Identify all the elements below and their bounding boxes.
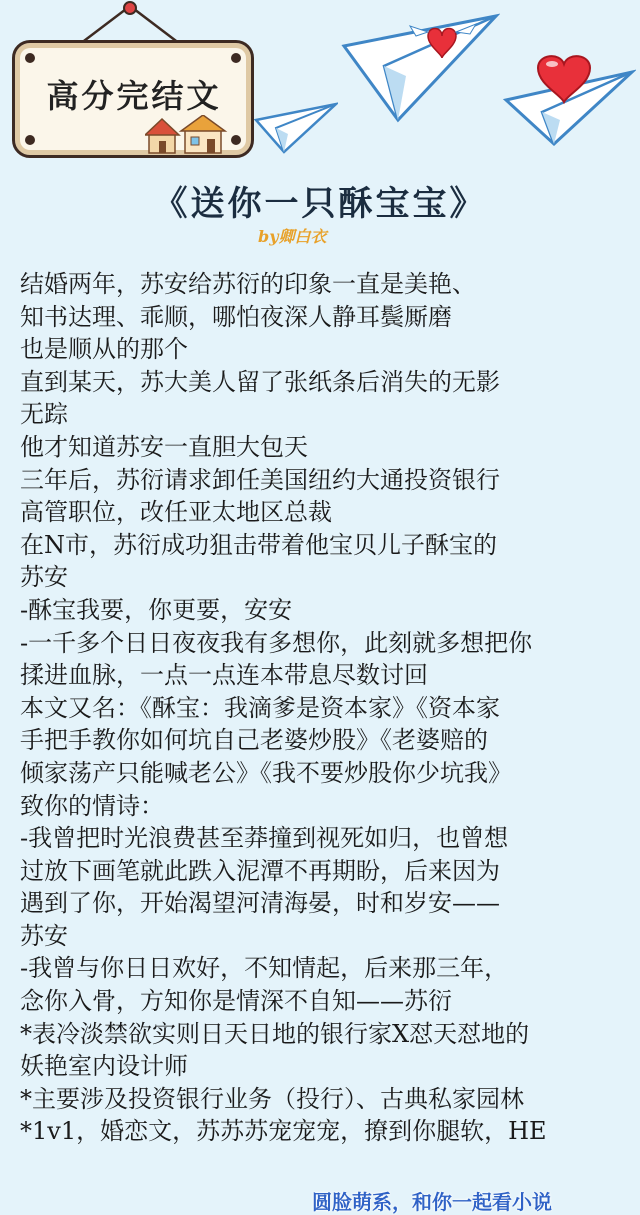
synopsis-line: 念你入骨，方知你是情深不自知——苏衍 <box>20 987 452 1016</box>
synopsis-line: 倾家荡产只能喊老公》《我不要炒股你少坑我》 <box>20 758 512 787</box>
synopsis-line: 揉进血脉，一点一点连本带息尽数讨回 <box>20 661 428 690</box>
author-byline: by卿白衣 <box>258 227 327 246</box>
synopsis-line: 知书达理、乖顺，哪怕夜深人静耳鬓厮磨 <box>20 302 452 331</box>
synopsis-line: 遇到了你，开始渴望河清海晏，时和岁安—— <box>20 889 500 918</box>
synopsis-line: 妖艳室内设计师 <box>20 1052 188 1081</box>
synopsis-line: -一千多个日日夜夜我有多想你，此刻就多想把你 <box>20 628 533 657</box>
book-title: 《送你一只酥宝宝》 <box>153 184 487 224</box>
synopsis-line: *1v1，婚恋文，苏苏苏宠宠宠，撩到你腿软，HE <box>20 1117 547 1146</box>
synopsis-line: 苏安 <box>20 921 68 950</box>
house-icon <box>145 115 229 155</box>
synopsis-line: 也是顺从的那个 <box>20 335 188 364</box>
synopsis-line: 手把手教你如何坑自己老婆炒股》《老婆赔的 <box>20 726 488 755</box>
synopsis-line: 三年后，苏衍请求卸任美国纽约大通投资银行 <box>20 465 500 494</box>
synopsis-line: 他才知道苏安一直胆大包天 <box>20 432 308 461</box>
synopsis-line: -我曾与你日日欢好，不知情起，后来那三年， <box>20 954 509 983</box>
pin-icon <box>231 135 241 145</box>
synopsis-line: -酥宝我要，你更要，安安 <box>20 595 293 624</box>
synopsis-line: 无踪 <box>20 400 68 429</box>
paper-plane-heart-icon <box>340 12 500 124</box>
pin-icon <box>25 53 35 63</box>
synopsis-line: 在N市，苏衍成功狙击带着他宝贝儿子酥宝的 <box>20 530 497 559</box>
synopsis-text <box>20 268 628 1148</box>
synopsis-line: 致你的情诗： <box>20 791 164 820</box>
synopsis-line: 直到某天，苏大美人留了张纸条后消失的无影 <box>20 367 500 396</box>
synopsis-line: 高管职位，改任亚太地区总裁 <box>20 498 332 527</box>
synopsis-line: 苏安 <box>20 563 68 592</box>
sign-title: 高分完结文 <box>46 77 222 115</box>
paper-plane-heart-icon <box>502 50 636 146</box>
pin-icon <box>231 53 241 63</box>
paper-plane-icon <box>254 102 338 154</box>
synopsis-line: *主要涉及投资银行业务（投行）、古典私家园林 <box>20 1084 524 1113</box>
synopsis-line: -我曾把时光浪费甚至莽撞到视死如归，也曾想 <box>20 824 509 853</box>
synopsis-line: 结婚两年，苏安给苏衍的印象一直是美艳、 <box>20 270 476 298</box>
footer-slogan: 圆脸萌系，和你一起看小说 <box>312 1190 552 1214</box>
synopsis-line: 本文又名：《酥宝：我滴爹是资本家》《资本家 <box>20 693 500 722</box>
pin-icon <box>25 135 35 145</box>
synopsis-line: *表冷淡禁欲实则日天日地的银行家X怼天怼地的 <box>20 1019 530 1048</box>
synopsis-line: 过放下画笔就此跌入泥潭不再期盼，后来因为 <box>20 856 500 885</box>
